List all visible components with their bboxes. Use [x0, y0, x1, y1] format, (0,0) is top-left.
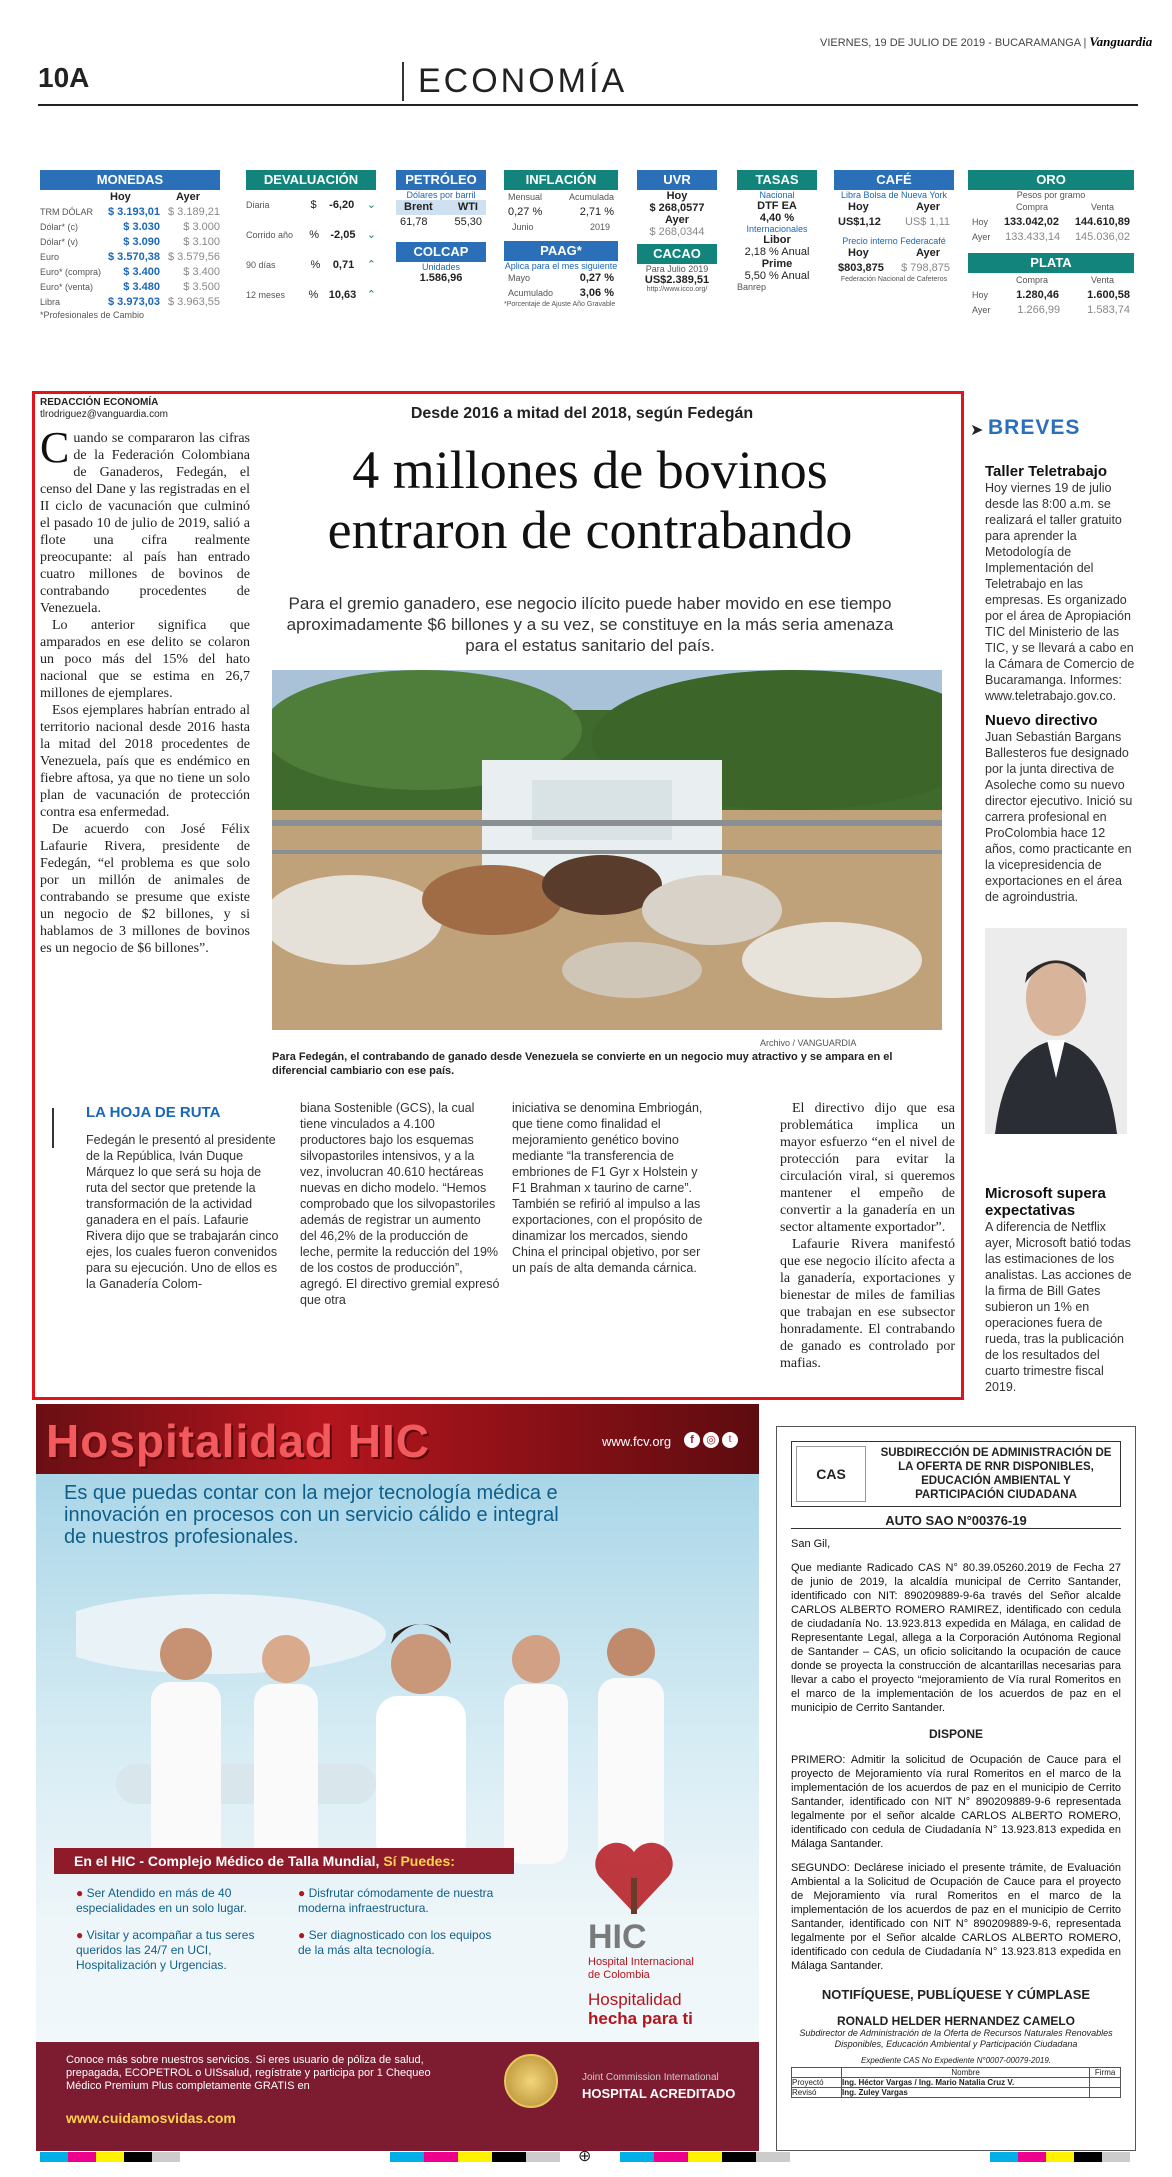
breve-1-title: Taller Teletrabajo [985, 463, 1107, 480]
moneda-row [40, 235, 220, 250]
deval-label: Diaria [246, 200, 270, 210]
oro-title: ORO [968, 170, 1134, 190]
color-bar-center-right [620, 2152, 790, 2162]
moneda-label: Dólar* (c) [40, 222, 79, 232]
deval-unit: % [308, 289, 319, 301]
cas-place: San Gil, [791, 1538, 831, 1550]
paag-note: *Porcentaje de Ajuste Año Gravable [504, 301, 616, 308]
cafe-title: CAFÉ [834, 170, 954, 190]
cattle-photo [272, 670, 942, 1030]
oro-rows [968, 215, 1134, 245]
breve-1-text: Hoy viernes 19 de julio desde las 8:00 a.m. se realizará el taller gratuito para aprender la Metodología de Implementación del Teletrabajo en las empresas. Es organizado por el área de Apropiación TIC del Ministerio de las TIC, y se llevará a cabo en la Cámara de Comercio de Bucaramanga. Informes: www.teletrabajo.gov.co. [985, 481, 1135, 703]
breves-arrow-icon: ➤ [970, 422, 984, 439]
devaluacion-rows [246, 190, 376, 310]
moneda-row [40, 250, 220, 265]
brent-label: Brent [404, 201, 433, 213]
bullet-icon: ● [76, 1886, 87, 1900]
moneda-hoy: $ 3.090 [123, 236, 160, 248]
prime-label: Prime [761, 258, 793, 270]
plata-venta: 1.600,58 [1087, 289, 1130, 301]
hic-logo-sub-1: Hospital Internacional [588, 1956, 694, 1968]
cafe-box [834, 170, 954, 283]
deval-unit: $ [310, 199, 317, 211]
inflacion-s2: 2019 [589, 222, 610, 232]
section-title: ECONOMÍA [402, 62, 627, 101]
paag-row [504, 271, 618, 286]
inflacion-col1: Mensual [508, 192, 543, 202]
moneda-label: Euro* (venta) [40, 282, 94, 292]
libor-value: 2,18 % Anual [744, 246, 810, 258]
breve-3-text: A diferencia de Netflix ayer, Microsoft batió todas las estimaciones de los analistas. Las acciones de la firma de Bill Gates subieron un 1% en operaciones fuera de rueda, tras la publicación de los resultados del cuarto trimestre fiscal 2019. [985, 1220, 1132, 1394]
prime-value: 5,50 % Anual [744, 270, 810, 282]
cas-expediente: Expediente CAS No Expediente N°0007-00079-2019. [861, 2056, 1051, 2065]
cacao-sub: Para Julio 2019 [645, 264, 709, 274]
monedas-note: *Profesionales de Cambio [40, 310, 145, 320]
uvr-ayer-label: Ayer [664, 214, 690, 226]
kicker: Desde 2016 a mitad del 2018, según Fedegán [410, 405, 754, 422]
hic-bullet-2-text: Disfrutar cómodamente de nuestra moderna infraestructura. [298, 1886, 494, 1915]
moneda-label: Libra [40, 297, 61, 307]
moneda-label: TRM DÓLAR [40, 207, 94, 217]
moneda-row [40, 280, 220, 295]
hic-bullet-1-text: Ser Atendido en más de 40 especialidades en un solo lugar. [76, 1886, 247, 1915]
oro-venta: 145.036,02 [1074, 231, 1130, 243]
hic-bullet-1 [76, 1886, 286, 1916]
moneda-row [40, 220, 220, 235]
hic-tagline: Es que puedas contar con la mejor tecnología médica e innovación en procesos con un servicio cálido e integral de nuestros profesionales. [64, 1482, 559, 1548]
hic-banner-em: Sí Puedes: [383, 1853, 455, 1869]
plata-compra: 1.280,46 [1016, 289, 1059, 301]
deval-label: 12 meses [246, 290, 286, 300]
moneda-row [40, 295, 220, 310]
tasas-l3: Internacionales [746, 224, 808, 234]
cas-paragraph-2: PRIMERO: Admitir la solicitud de Ocupación de Cauce para el proyecto de Mejoramiento vía rural Romeritos en el marco de la implementación de los acuerdos de paz en el municipio de Cerrito Santander, identificado con NIT N° 890209889-9-6 representada legalmente por el señor alcalde CARLOS ALBERTO ROMERO, identificado con cedula de Ciudadanía N° 13.923.813 expedida en Málaga Santander. [791, 1754, 1121, 1850]
oro-row [968, 230, 1134, 245]
cas-row-name: Ing. Héctor Vargas / Ing. Mario Natalia Cruz V. [842, 2078, 1090, 2088]
moneda-row [40, 265, 220, 280]
inflacion-mensual: 0,27 % [508, 206, 543, 218]
oro-row-label: Hoy [972, 217, 989, 227]
dateline: VIERNES, 19 DE JULIO DE 2019 - BUCARAMANGA | Vanguardia [820, 34, 1153, 49]
uvr-title: UVR [637, 170, 717, 190]
moneda-ayer: $ 3.189,21 [168, 206, 220, 218]
cas-paragraph-3: SEGUNDO: Declárese iniciado el presente trámite, de Evaluación Ambiental a la Solicitud de Ocupación de Cauce para el proyecto de Mejoramiento vía rural Romeritos en el marco de la implementación de los acuerdos de paz en el municipio de Cerrito Santander, identificado con NIT N° 890209889-9-6, representada legalmente por el Señor alcalde CARLOS ALBERTO ROMERO, identificado con cedula de Ciudadanía N° 13.923.813 expedida en Málaga Santander. [791, 1862, 1121, 1972]
monedas-title: MONEDAS [40, 170, 220, 190]
bullet-icon: ● [298, 1928, 309, 1942]
plata-rows [968, 288, 1134, 318]
breves-title: BREVES [988, 416, 1081, 439]
cafe-ayer2-label: Ayer [915, 247, 940, 259]
paag-row [504, 286, 618, 301]
moneda-ayer: $ 3.100 [183, 236, 220, 248]
facebook-icon[interactable]: f [684, 1432, 700, 1448]
deval-value: -2,05 [330, 229, 356, 241]
cafe-sub2: Precio interno Federacafé [842, 236, 946, 246]
plata-compra-label: Compra [1016, 275, 1049, 285]
moneda-ayer: $ 3.579,56 [168, 251, 220, 263]
deval-unit: % [309, 229, 320, 241]
trend-arrow-icon: ⌄ [366, 199, 376, 211]
cafe-note: Federación Nacional de Cafeteros [840, 276, 948, 283]
cafe-hoy: US$1,12 [838, 216, 881, 228]
cas-logo: CAS [796, 1446, 866, 1502]
uvr-hoy: $ 268,0577 [649, 202, 705, 214]
hic-bullet-4-text: Ser diagnosticado con los equipos de la más alta tecnología. [298, 1928, 492, 1957]
cas-approval-table [791, 2067, 1121, 2098]
cas-signer: RONALD HELDER HERNANDEZ CAMELO [837, 2014, 1075, 2028]
deval-value: -6,20 [329, 199, 355, 211]
deval-unit: % [310, 259, 321, 271]
plata-row [968, 303, 1134, 318]
hic-logo: HIC [588, 1918, 647, 1956]
trend-arrow-icon: ⌃ [366, 289, 376, 301]
tasas-box [737, 170, 817, 292]
cas-dispone: DISPONE [928, 1727, 983, 1741]
cas-signer-role: Subdirector de Administración de la Oferta de Recursos Naturales Renovables Disponibles, Educación Ambiental y Participación Ciudadana [799, 2028, 1113, 2049]
plata-row-label: Ayer [972, 305, 991, 315]
tasas-l1: Nacional [759, 190, 795, 200]
cas-table-corner [792, 2068, 842, 2078]
colcap-title: COLCAP [396, 242, 486, 262]
trend-arrow-icon: ⌃ [366, 259, 376, 271]
cafe-hoy-label: Hoy [848, 201, 869, 213]
inflacion-col2: Acumulada [568, 192, 614, 202]
moneda-label: Euro* (compra) [40, 267, 102, 277]
hic-url[interactable]: www.fcv.org [602, 1434, 672, 1449]
plata-title: PLATA [968, 253, 1134, 273]
paag-label: Mayo [508, 273, 531, 283]
uvr-box [637, 170, 717, 293]
monedas-rows [40, 205, 220, 310]
monedas-box [40, 170, 220, 320]
col5-paragraph-2: Lafaurie Rivera manifestó que ese negocio ilícito afecta a la ganadería, exportaciones y bienestar de miles de familias que trabajan en ese subsector honradamente. El contrabando de ganado es controlado por mafias. [780, 1237, 955, 1371]
cas-notice [776, 1426, 1136, 2151]
wti-label: WTI [457, 201, 478, 213]
hic-bullet-2 [298, 1886, 498, 1916]
moneda-label: Dólar* (v) [40, 237, 79, 247]
headline-line-1: 4 millones de bovinos [352, 440, 828, 500]
dateline-text: VIERNES, 19 DE JULIO DE 2019 - BUCARAMANGA [820, 37, 1081, 49]
photo-caption: Para Fedegán, el contrabando de ganado desde Venezuela se convierte en un negocio muy atractivo y se ampara en el diferencial cambiario con ese país. [272, 1051, 893, 1077]
paag-rows [504, 271, 618, 301]
cafe-hoy2-label: Hoy [848, 247, 869, 259]
article-column-1 [40, 423, 250, 957]
devaluacion-row [246, 280, 376, 310]
cas-paragraph-1: Que mediante Radicado CAS N° 80.39.05260.2019 de Fecha 27 de junio de 2019, la alcaldía municipal de Cerrito Santander, identificado con NIT: 890209889-9-6a través del Señor alcalde CARLOS ALBERTO ROMERO RAMIREZ, identificado con cedula de ciudadanía No. 13.923.813 expedida en Málaga, en calidad de Representante Legal, allega a la Corporación Autónoma Regional de Santander – CAS, un oficio solicitando la ocupación de cauce donde se proyecta la construcción de alcantarillas necesarias para llevar a cabo el proyecto “mejoramiento de Vía rural Romeritos en el marco de la implementación de los acuerdos de paz en el municipio de Cerrito Santander. [791, 1562, 1121, 1714]
col1-paragraph-1: Cuando se compararon las cifras de la Federación Colombiana de Ganaderos, Fedegán, el censo del Dane y las registradas en el II ciclo de vacunación que culminó el pasado 10 de julio de 2019, salió a flote una cifra realmente preocupante: al país han entrado cuatro millones de bovinos de contrabando procedentes de Venezuela. [40, 423, 250, 616]
tasas-l2: DTF EA [757, 200, 797, 212]
cafe-ayer-label: Ayer [915, 201, 940, 213]
deval-value: 0,71 [332, 259, 355, 271]
cacao-value: US$2.389,51 [644, 274, 710, 286]
cacao-note: http://www.icco.org/ [646, 286, 708, 293]
cafe-ayer: US$ 1,11 [904, 216, 950, 228]
cas-row-name: Ing. Zuley Vargas [842, 2088, 1090, 2098]
oro-compra: 133.433,14 [1005, 231, 1061, 243]
byline-name: REDACCIÓN ECONOMÍA [40, 397, 159, 408]
breve-3 [985, 1185, 1135, 1395]
col1-paragraph-3: Esos ejemplares habrían entrado al territorio nacional desde 2016 hasta la mitad del 2018 procedentes de Venezuela, país que es endémico en fiebre aftosa, ya que no tiene un solo plan de vacunación de protección contra esa enfermedad. [40, 703, 250, 820]
hic-footer-text: Conoce más sobre nuestros servicios. Si eres usuario de póliza de salud, prepagada, ECOPETROL o UISsalud, regístrate y participa por 1 Chequeo Médico Premium Plus completamente GRATIS en [66, 2054, 431, 2092]
inflacion-title: INFLACIÓN [504, 170, 618, 190]
inflacion-box [504, 170, 618, 308]
hic-logo-sub-2: de Colombia [588, 1969, 650, 1981]
col-hoy: Hoy [110, 191, 131, 203]
breve-3-title: Microsoft supera expectativas [985, 1185, 1106, 1219]
dek: Para el gremio ganadero, ese negocio ilícito puede haber movido en ese tiempo aproximadamente $6 billones y a su vez, se constituye en la más seria amenaza para el estatus sanitario del país. [286, 594, 894, 655]
oro-compra: 133.042,02 [1003, 216, 1059, 228]
oro-venta: 144.610,89 [1074, 216, 1130, 228]
devaluacion-box [246, 170, 376, 310]
oro-compra-label: Compra [1016, 202, 1049, 212]
breve-2-text: Juan Sebastián Bargans Ballesteros fue designado por la junta directiva de Asoleche como su nuevo director ejecutivo. Inició su carrera profesional en ProColombia hace 12 años, como practicante en la vicepresidencia de exportaciones en el área de agroindustria. [985, 730, 1133, 904]
instagram-icon[interactable]: ◎ [703, 1432, 719, 1448]
jci-seal-icon [504, 2054, 558, 2108]
cas-th-nombre: Nombre [842, 2068, 1090, 2078]
header-divider [38, 104, 1138, 106]
cas-notify: NOTIFÍQUESE, PUBLÍQUESE Y CÚMPLASE [821, 1987, 1091, 2002]
cafe-hoy2: $803,875 [838, 262, 884, 274]
paag-title: PAAG* [504, 241, 618, 261]
paag-sub: Aplica para el mes siguiente [504, 261, 618, 271]
col5-paragraph-1: El directivo dijo que esa problemática implica un mayor esfuerzo “en el nivel de protección para evitar la circulación viral, si queremos mantener el empeño de convertir a la ganadería en un sector altamente exportador”. [780, 1101, 955, 1235]
devaluacion-row [246, 190, 376, 220]
moneda-ayer: $ 3.500 [183, 281, 220, 293]
color-bar-right [990, 2152, 1130, 2162]
col-ayer: Ayer [175, 191, 200, 203]
headline [270, 440, 910, 560]
devaluacion-row [246, 220, 376, 250]
uvr-ayer: $ 268,0344 [649, 226, 705, 238]
libor-label: Libor [763, 234, 791, 246]
hic-staff-illustration [76, 1564, 736, 1864]
jci-2: HOSPITAL ACREDITADO [582, 2086, 736, 2101]
byline-email: tlrodriguez@vanguardia.com [40, 409, 168, 420]
deval-label: Corrido año [246, 230, 294, 240]
paag-label: Acumulado [508, 288, 554, 298]
hic-tree-heart-icon [589, 1838, 679, 1918]
hic-slogan [588, 1990, 693, 2028]
article-column-5 [780, 1100, 955, 1372]
inflacion-s1: Junio [512, 222, 534, 232]
hic-footer-url[interactable]: www.cuidamosvidas.com [66, 2110, 236, 2126]
directivo-portrait [985, 928, 1127, 1134]
brent-value: 61,78 [400, 216, 428, 228]
cas-th-firma: Firma [1090, 2068, 1121, 2078]
oro-box [968, 170, 1134, 318]
moneda-ayer: $ 3.963,55 [168, 296, 220, 308]
colcap-value: 1.586,96 [419, 272, 463, 284]
page-number: 10A [38, 62, 90, 93]
cas-auto: AUTO SAO N°00376-19 [791, 1513, 1121, 1529]
hic-logo-sub [588, 1956, 694, 1982]
oro-sub: Pesos por gramo [1016, 190, 1086, 200]
moneda-hoy: $ 3.193,01 [108, 206, 160, 218]
hoja-title: LA HOJA DE RUTA [86, 1104, 221, 1121]
petroleo-sub: Dólares por barril [406, 190, 476, 200]
bullet-icon: ● [298, 1886, 309, 1900]
moneda-ayer: $ 3.400 [183, 266, 220, 278]
plata-row [968, 288, 1134, 303]
breve-2 [985, 712, 1135, 905]
moneda-hoy: $ 3.570,38 [108, 251, 160, 263]
devaluacion-row [246, 250, 376, 280]
photo-credit: Archivo / VANGUARDIA [760, 1038, 857, 1048]
twitter-icon[interactable]: t [722, 1432, 738, 1448]
breve-2-title: Nuevo directivo [985, 712, 1098, 729]
hic-brand: Hospitalidad HIC [46, 1415, 431, 1467]
oro-row-label: Ayer [972, 232, 991, 242]
moneda-row [40, 205, 220, 220]
petroleo-title: PETRÓLEO [396, 170, 486, 190]
color-bar-left [40, 2152, 180, 2162]
social-icons [684, 1432, 738, 1448]
moneda-label: Euro [40, 252, 60, 262]
plata-compra: 1.266,99 [1017, 304, 1061, 316]
paag-value: 3,06 % [579, 287, 614, 299]
moneda-ayer: $ 3.000 [183, 221, 220, 233]
trend-arrow-icon: ⌄ [366, 229, 376, 241]
cas-row-role: Proyectó [792, 2078, 842, 2088]
plata-venta: 1.583,74 [1087, 304, 1130, 316]
oro-venta-label: Venta [1090, 202, 1114, 212]
cas-row-role: Revisó [792, 2088, 842, 2098]
hic-bullet-3 [76, 1928, 286, 1973]
hic-bullet-4 [298, 1928, 498, 1958]
devaluacion-title: DEVALUACIÓN [246, 170, 376, 190]
brand-logo: Vanguardia [1089, 34, 1153, 49]
moneda-hoy: $ 3.030 [123, 221, 160, 233]
hic-advertisement[interactable] [36, 1404, 759, 2151]
hic-bullet-3-text: Visitar y acompañar a tus seres queridos las 24/7 en UCI, Hospitalización y Urgencias. [76, 1928, 255, 1972]
petroleo-box [396, 170, 486, 284]
oro-row [968, 215, 1134, 230]
dtf-value: 4,40 % [759, 212, 795, 224]
article-column-3: biana Sostenible (GCS), la cual tiene vinculados a 4.100 productores bajo los esquemas silvopastoriles intensivos, y a la vez, involucran 40.610 hectáreas nuevas en dicho modelo. “Hemos comprobado que los silvopastoriles además de registrar un aumento del 46,2% de la producción de leche, permite la reducción del 19% de los costos de producción”, agregó. El directivo gremial expresó que otra [300, 1101, 500, 1307]
hic-slogan-1: Hospitalidad [588, 1990, 682, 2009]
cas-header [791, 1441, 1121, 1507]
hoja-bracket [52, 1108, 54, 1148]
plata-venta-label: Venta [1090, 275, 1114, 285]
headline-line-2: entraron de contrabando [327, 500, 853, 560]
color-bar-center-left [390, 2152, 560, 2162]
cafe-sub: Libra Bolsa de Nueva York [840, 190, 948, 200]
cafe-ayer2: $ 798,875 [901, 262, 950, 274]
wti-value: 55,30 [454, 216, 482, 228]
cas-row-sign [1090, 2088, 1121, 2098]
breve-1 [985, 463, 1135, 704]
inflacion-acumulada: 2,71 % [579, 206, 614, 218]
moneda-hoy: $ 3.973,03 [108, 296, 160, 308]
deval-value: 10,63 [328, 289, 357, 301]
hic-banner-text: En el HIC - Complejo Médico de Talla Mundial, [74, 1853, 380, 1869]
bullet-icon: ● [76, 1928, 87, 1942]
moneda-hoy: $ 3.480 [123, 281, 160, 293]
cacao-title: CACAO [637, 244, 717, 264]
deval-label: 90 días [246, 260, 276, 270]
cas-title: SUBDIRECCIÓN DE ADMINISTRACIÓN DE LA OFERTA DE RNR DISPONIBLES, EDUCACIÓN AMBIENTAL Y PARTICIPACIÓN CIUDADANA [880, 1447, 1112, 1501]
plata-row-label: Hoy [972, 290, 989, 300]
byline [40, 397, 168, 421]
article-column-4: iniciativa se denomina Embriogán, que tiene como finalidad el mejoramiento genético bovino mediante “la transferencia de embriones de F1 Gyr x Holstein y F1 Brahman x taurino de carne”. También se refirió al impulso a las exportaciones, con el propósito de dinamizar los mercados, siendo China el principal objetivo, por ser un país de alta demanda cárnica. [512, 1101, 703, 1275]
crosshair-icon: ⊕ [578, 2148, 592, 2165]
hic-banner [54, 1848, 514, 1874]
hic-slogan-2: hecha para ti [588, 2009, 693, 2028]
col1-paragraph-2: Lo anterior significa que amparados en ese delito se colaron un poco más del 15% del hato nacional que se estima en 26,7 millones de ejemplares. [40, 618, 250, 701]
moneda-hoy: $ 3.400 [123, 266, 160, 278]
paag-value: 0,27 % [579, 272, 614, 284]
tasas-title: TASAS [737, 170, 817, 190]
uvr-hoy-label: Hoy [666, 190, 688, 202]
tasas-note: Banrep [737, 282, 767, 292]
cas-row-sign [1090, 2078, 1121, 2088]
hoja-text: Fedegán le presentó al presidente de la República, Iván Duque Márquez lo que será su hoja de ruta del sector que pretende la transformación de la actividad ganadera en el país. Lafaurie Rivera dijo que se trabajarán cinco ejes, los cuales fueron convenidos para su ejecución. Uno de ellos es la Ganadería Colom- [86, 1133, 279, 1291]
col1-paragraph-4: De acuerdo con José Félix Lafaurie Rivera, presidente de Fedegán, “el problema es que solo por un millón de animales de contrabando se presume que existe un negocio de $2 billones, y si hablamos de 3 millones de bovinos es un negocio de $6 billones”. [40, 822, 250, 956]
colcap-sub: Unidades [421, 262, 461, 272]
jci-1: Joint Commission International [582, 2072, 719, 2083]
